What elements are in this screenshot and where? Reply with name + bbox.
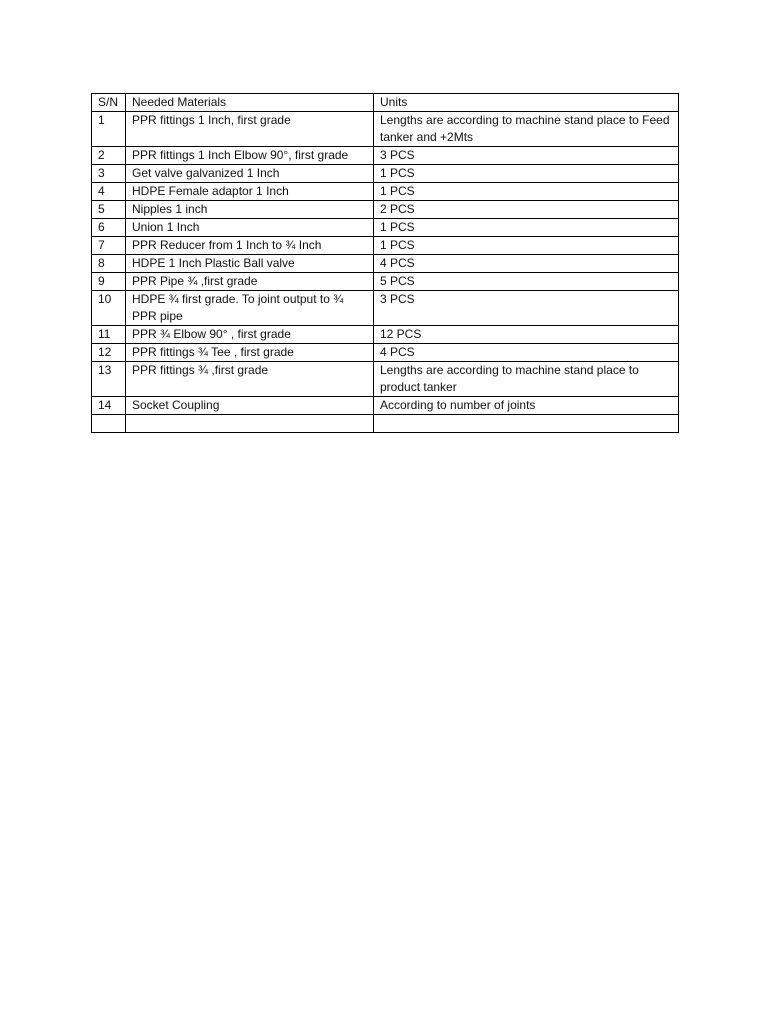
cell-sn: 11 <box>92 326 126 344</box>
cell-units: 1 PCS <box>374 183 679 201</box>
table-row <box>92 291 679 326</box>
cell-units: According to number of joints <box>374 397 679 415</box>
table-row <box>92 219 679 237</box>
cell-material: HDPE ¾ first grade. To joint output to ¾ PPR pipe <box>126 291 374 326</box>
cell-sn: 4 <box>92 183 126 201</box>
cell-sn: 9 <box>92 273 126 291</box>
table-header-row <box>92 94 679 112</box>
cell-units: 1 PCS <box>374 165 679 183</box>
header-units: Units <box>374 94 679 112</box>
cell-material: PPR ¾ Elbow 90° , first grade <box>126 326 374 344</box>
table-row <box>92 344 679 362</box>
cell-sn: 12 <box>92 344 126 362</box>
cell-material-empty <box>126 415 374 433</box>
cell-sn: 13 <box>92 362 126 397</box>
cell-material: HDPE Female adaptor 1 Inch <box>126 183 374 201</box>
cell-material: HDPE 1 Inch Plastic Ball valve <box>126 255 374 273</box>
cell-units: 2 PCS <box>374 201 679 219</box>
cell-units: 3 PCS <box>374 291 679 326</box>
cell-material: PPR fittings ¾ ,first grade <box>126 362 374 397</box>
cell-material: Union 1 Inch <box>126 219 374 237</box>
materials-table <box>91 93 679 433</box>
cell-sn-empty <box>92 415 126 433</box>
cell-units: 5 PCS <box>374 273 679 291</box>
cell-sn: 2 <box>92 147 126 165</box>
cell-material: PPR fittings ¾ Tee , first grade <box>126 344 374 362</box>
table-row <box>92 326 679 344</box>
cell-material: PPR fittings 1 Inch, first grade <box>126 112 374 147</box>
table-row <box>92 201 679 219</box>
cell-sn: 10 <box>92 291 126 326</box>
cell-material: Socket Coupling <box>126 397 374 415</box>
cell-units: 1 PCS <box>374 237 679 255</box>
table-row <box>92 255 679 273</box>
cell-units: Lengths are according to machine stand place to Feed tanker and +2Mts <box>374 112 679 147</box>
cell-sn: 3 <box>92 165 126 183</box>
cell-units: Lengths are according to machine stand place to product tanker <box>374 362 679 397</box>
table-row <box>92 397 679 415</box>
cell-material: PPR Pipe ¾ ,first grade <box>126 273 374 291</box>
table-row <box>92 112 679 147</box>
cell-units: 4 PCS <box>374 255 679 273</box>
cell-units-empty <box>374 415 679 433</box>
cell-sn: 7 <box>92 237 126 255</box>
header-sn: S/N <box>92 94 126 112</box>
table-row <box>92 237 679 255</box>
cell-material: PPR fittings 1 Inch Elbow 90°, first grade <box>126 147 374 165</box>
cell-units: 3 PCS <box>374 147 679 165</box>
table-row <box>92 147 679 165</box>
empty-table-row <box>92 415 679 433</box>
cell-sn: 1 <box>92 112 126 147</box>
table-row <box>92 362 679 397</box>
cell-material: Nipples 1 inch <box>126 201 374 219</box>
cell-material: Get valve galvanized 1 Inch <box>126 165 374 183</box>
cell-units: 1 PCS <box>374 219 679 237</box>
cell-material: PPR Reducer from 1 Inch to ¾ Inch <box>126 237 374 255</box>
cell-sn: 5 <box>92 201 126 219</box>
cell-units: 4 PCS <box>374 344 679 362</box>
cell-units: 12 PCS <box>374 326 679 344</box>
cell-sn: 8 <box>92 255 126 273</box>
table-row <box>92 273 679 291</box>
table-row <box>92 183 679 201</box>
header-materials: Needed Materials <box>126 94 374 112</box>
table-row <box>92 165 679 183</box>
cell-sn: 14 <box>92 397 126 415</box>
cell-sn: 6 <box>92 219 126 237</box>
